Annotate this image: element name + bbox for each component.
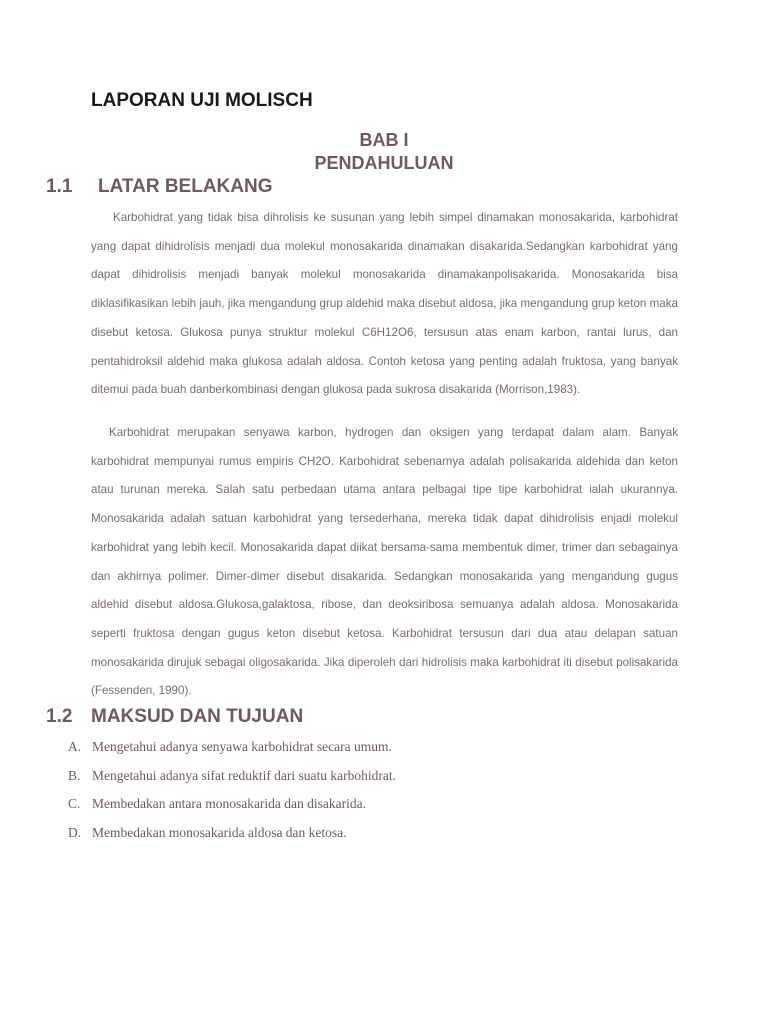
list-item-letter: D.	[68, 825, 82, 841]
list-item	[68, 822, 396, 851]
list-item-letter: A.	[68, 739, 82, 754]
list-item-letter: C.	[68, 796, 81, 812]
section-title: LATAR BELAKANG	[98, 176, 273, 197]
list-item-letter: B.	[68, 767, 81, 783]
section-number: 1.1	[46, 176, 73, 197]
section-number: 1.2	[46, 706, 73, 727]
paragraph-1: Karbohidrat yang tidak bisa dihrolisis ke susunan yang lebih simpel dinamakan monosakarida, karbohidrat yang dapat dihidrolisis menjadi dua molekul monosakarida dinamakan disakarida.Sedangkan karbohidrat yang dapat dihidrolisis menjadi banyak molekul monosakarida dinamakanpolisakarida. Monosakarida bisa diklasifikasikan lebih jauh, jika mengandung grup aldehid maka disebut aldosa, jika mengandung grup keton maka disebut ketosa. Glukosa punya struktur molekul C6H12O6, tersusun atas enam karbon, rantai lurus, dan pentahidroksil aldehid maka glukosa adalah aldosa. Contoh ketosa yang penting adalah fruktosa, yang banyak ditemui pada buah danberkombinasi dengan glukosa pada sukrosa disakarida (Morrison,1983).	[91, 211, 678, 397]
chapter-label: BAB I	[359, 130, 409, 150]
list-item	[68, 765, 396, 794]
section-heading-maksud-tujuan	[46, 706, 303, 728]
document-title: LAPORAN UJI MOLISCH	[91, 90, 313, 111]
section-heading-latar-belakang	[46, 176, 273, 198]
section-title: MAKSUD DAN TUJUAN	[91, 706, 304, 727]
list-item-text: Membedakan monosakarida aldosa dan ketosa.	[92, 825, 347, 841]
list-item	[68, 736, 396, 765]
chapter-name: PENDAHULUAN	[314, 153, 454, 173]
objectives-list	[68, 736, 396, 851]
list-item-text: Membedakan antara monosakarida dan disakarida.	[92, 796, 367, 812]
list-item-text: Mengetahui adanya senyawa karbohidrat secara umum.	[92, 739, 392, 754]
paragraph-2: Karbohidrat merupakan senyawa karbon, hydrogen dan oksigen yang terdapat dalam alam. Banyak karbohidrat mempunyai rumus empiris CH2O. Karbohidrat sebenarnya adalah polisakarida aldehida dan keton atau turunan mereka. Salah satu perbedaan utama antara pelbagai tipe tipe karbohidrat ialah ukurannya. Monosakarida adalah satuan karbohidrat yang tersederhana, mereka tidak dapat dihidrolisis enjadi molekul karbohidrat yang lebih kecil. Monosakarida dapat diikat bersama-sama membentuk dimer, trimer dan sebagainya dan akhirnya polimer. Dimer-dimer disebut disakarida. Sedangkan monosakarida yang mengandung gugus aldehid disebut aldosa.Glukosa,galaktosa, ribose, dan deoksiribosa semuanya adalah aldosa. Monosakarida seperti fruktosa dengan gugus keton disebut ketosa. Karbohidrat tersusun dari dua atau delapan satuan monosakarida dirujuk sebagai oligosakarida. Jika diperoleh dari hidrolisis maka karbohidrat iti disebut polisakarida (Fessenden, 1990).	[91, 426, 678, 698]
list-item	[68, 793, 396, 822]
list-item-text: Mengetahui adanya sifat reduktif dari suatu karbohidrat.	[92, 767, 397, 783]
